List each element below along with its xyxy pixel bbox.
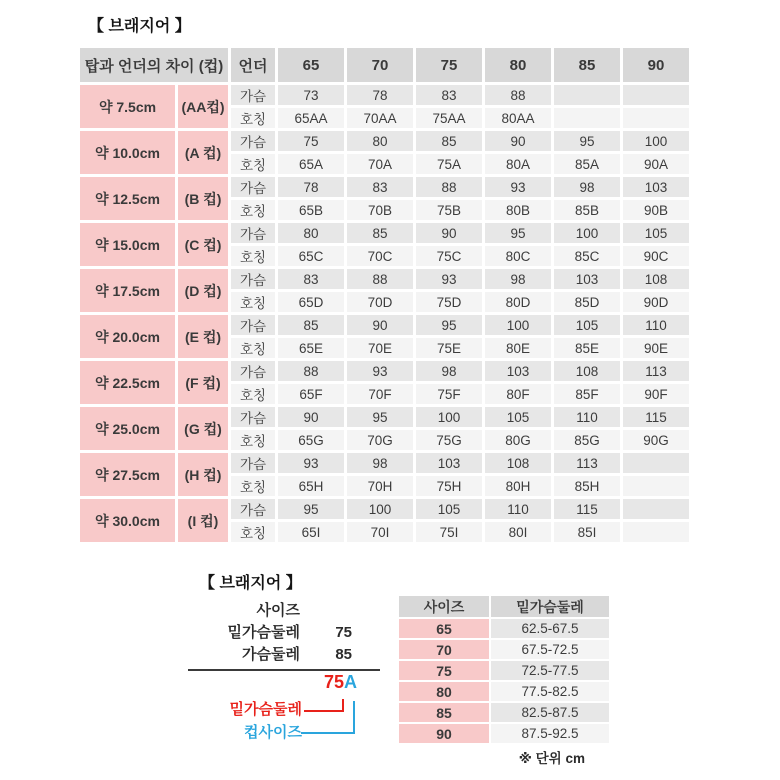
chest-row — [80, 131, 689, 151]
name-value-cell: 80AA — [485, 108, 551, 128]
name-value-cell: 90C — [623, 246, 689, 266]
chest-value-cell: 88 — [485, 85, 551, 105]
chest-value-cell: 108 — [485, 453, 551, 473]
band-size-cell: 80 — [399, 682, 489, 701]
band-range-cell: 77.5-82.5 — [491, 682, 609, 701]
chest-value-cell: 110 — [623, 315, 689, 335]
main-table-header-row — [80, 48, 689, 82]
result-band-number: 75 — [323, 672, 344, 692]
band-size-header: 65 — [278, 48, 344, 82]
cup-diff-cell: 약 12.5cm — [80, 177, 175, 220]
name-value-cell: 90B — [623, 200, 689, 220]
name-value-cell: 80C — [485, 246, 551, 266]
chest-value-cell: 93 — [416, 269, 482, 289]
cup-name-cell: (I 컵) — [178, 499, 228, 542]
chest-value-cell: 83 — [416, 85, 482, 105]
band-size-cell: 90 — [399, 724, 489, 743]
unit-note: ※ 단위 cm — [518, 751, 585, 766]
spec-size-header: 사이즈 — [256, 602, 300, 619]
spec-underbust-value: 75 — [335, 624, 352, 641]
chest-value-cell: 105 — [485, 407, 551, 427]
band-size-cell: 70 — [399, 640, 489, 659]
chest-row — [80, 499, 689, 519]
name-label-cell: 호칭 — [231, 154, 275, 174]
name-value-cell: 65G — [278, 430, 344, 450]
band-range-cell: 67.5-72.5 — [491, 640, 609, 659]
band-size-header: 80 — [485, 48, 551, 82]
cup-name-cell: (A 컵) — [178, 131, 228, 174]
chest-value-cell: 90 — [278, 407, 344, 427]
chest-label-cell: 가슴 — [231, 453, 275, 473]
name-value-cell: 80F — [485, 384, 551, 404]
name-value-cell: 75E — [416, 338, 482, 358]
band-size-header: 사이즈 — [399, 596, 489, 617]
name-value-cell: 80D — [485, 292, 551, 312]
example-size-result — [188, 671, 380, 693]
name-label-cell: 호칭 — [231, 430, 275, 450]
name-value-cell: 85A — [554, 154, 620, 174]
cup-size-table — [77, 45, 692, 545]
chest-value-cell: 110 — [554, 407, 620, 427]
chest-value-cell: 78 — [347, 85, 413, 105]
chest-label-cell: 가슴 — [231, 177, 275, 197]
cup-name-cell: (B 컵) — [178, 177, 228, 220]
name-value-cell: 80E — [485, 338, 551, 358]
band-size-header: 85 — [554, 48, 620, 82]
name-value-cell: 75C — [416, 246, 482, 266]
chest-value-cell: 100 — [554, 223, 620, 243]
band-size-header: 90 — [623, 48, 689, 82]
name-value-cell — [623, 476, 689, 496]
band-range-cell: 62.5-67.5 — [491, 619, 609, 638]
name-value-cell: 90D — [623, 292, 689, 312]
cup-diff-cell: 약 17.5cm — [80, 269, 175, 312]
chest-value-cell: 80 — [347, 131, 413, 151]
band-table-row — [399, 619, 609, 638]
chest-value-cell: 85 — [347, 223, 413, 243]
name-value-cell: 75I — [416, 522, 482, 542]
cup-name-cell: (E 컵) — [178, 315, 228, 358]
band-table-row — [399, 661, 609, 680]
result-cup-letter: A — [344, 672, 357, 692]
band-table-row — [399, 724, 609, 743]
chest-row — [80, 361, 689, 381]
chest-label-cell: 가슴 — [231, 499, 275, 519]
chest-value-cell: 98 — [347, 453, 413, 473]
cup-diff-cell: 약 22.5cm — [80, 361, 175, 404]
name-value-cell — [554, 108, 620, 128]
band-size-header: 75 — [416, 48, 482, 82]
chest-value-cell: 103 — [416, 453, 482, 473]
band-range-cell: 72.5-77.5 — [491, 661, 609, 680]
spec-bust-label: 가슴둘레 — [242, 646, 300, 663]
chest-row — [80, 315, 689, 335]
cup-name-cell: (H 컵) — [178, 453, 228, 496]
chest-value-cell: 95 — [554, 131, 620, 151]
name-label-cell: 호칭 — [231, 384, 275, 404]
band-size-cell: 75 — [399, 661, 489, 680]
spec-size-value — [300, 600, 380, 622]
name-value-cell: 70H — [347, 476, 413, 496]
name-value-cell: 85F — [554, 384, 620, 404]
chest-label-cell: 가슴 — [231, 223, 275, 243]
name-value-cell: 65A — [278, 154, 344, 174]
page-title-bottom: 【 브래지어 】 — [199, 575, 302, 592]
band-range-cell: 82.5-87.5 — [491, 703, 609, 722]
name-value-cell: 80H — [485, 476, 551, 496]
cupsize-legend-label: 컵사이즈 — [244, 724, 302, 741]
band-table-header-row — [399, 596, 609, 617]
name-value-cell: 75A — [416, 154, 482, 174]
cup-diff-cell: 약 25.0cm — [80, 407, 175, 450]
chest-value-cell: 93 — [485, 177, 551, 197]
chest-value-cell: 100 — [416, 407, 482, 427]
chest-value-cell: 100 — [485, 315, 551, 335]
chest-value-cell — [623, 85, 689, 105]
name-value-cell: 65I — [278, 522, 344, 542]
name-value-cell: 75G — [416, 430, 482, 450]
chest-value-cell: 98 — [416, 361, 482, 381]
spec-row-bust — [188, 644, 380, 666]
name-value-cell — [623, 522, 689, 542]
name-value-cell: 85B — [554, 200, 620, 220]
chest-value-cell: 95 — [347, 407, 413, 427]
cupsize-connector-line — [301, 701, 355, 734]
chest-row — [80, 407, 689, 427]
chest-value-cell: 78 — [278, 177, 344, 197]
band-range-cell: 87.5-92.5 — [491, 724, 609, 743]
chest-value-cell: 83 — [347, 177, 413, 197]
name-value-cell: 90G — [623, 430, 689, 450]
band-table-body — [399, 619, 609, 743]
cup-name-cell: (D 컵) — [178, 269, 228, 312]
name-value-cell: 65D — [278, 292, 344, 312]
name-value-cell: 65C — [278, 246, 344, 266]
chest-value-cell: 95 — [416, 315, 482, 335]
chest-value-cell: 110 — [485, 499, 551, 519]
name-value-cell: 70C — [347, 246, 413, 266]
chest-value-cell — [623, 453, 689, 473]
chest-value-cell: 90 — [485, 131, 551, 151]
name-label-cell: 호칭 — [231, 200, 275, 220]
spec-bust-value: 85 — [335, 646, 352, 663]
corner-header: 탑과 언더의 차이 (컵) — [80, 48, 228, 82]
chest-row — [80, 453, 689, 473]
chest-value-cell: 73 — [278, 85, 344, 105]
chest-row — [80, 177, 689, 197]
chest-value-cell: 95 — [278, 499, 344, 519]
cup-size-table-head — [80, 48, 689, 82]
cup-diff-cell: 약 15.0cm — [80, 223, 175, 266]
cup-diff-cell: 약 30.0cm — [80, 499, 175, 542]
chest-value-cell: 98 — [485, 269, 551, 289]
band-table-row — [399, 682, 609, 701]
name-label-cell: 호칭 — [231, 292, 275, 312]
name-value-cell: 65E — [278, 338, 344, 358]
name-value-cell: 70A — [347, 154, 413, 174]
underbust-legend-label: 밑가슴둘레 — [229, 701, 302, 718]
band-size-cell: 85 — [399, 703, 489, 722]
name-value-cell: 85I — [554, 522, 620, 542]
name-value-cell: 80I — [485, 522, 551, 542]
name-label-cell: 호칭 — [231, 108, 275, 128]
name-value-cell: 85C — [554, 246, 620, 266]
name-label-cell: 호칭 — [231, 246, 275, 266]
spec-row-underbust — [188, 622, 380, 644]
name-value-cell: 70I — [347, 522, 413, 542]
chest-label-cell: 가슴 — [231, 315, 275, 335]
cup-name-cell: (C 컵) — [178, 223, 228, 266]
example-spec-block — [188, 600, 380, 693]
chest-label-cell: 가슴 — [231, 85, 275, 105]
name-value-cell: 75AA — [416, 108, 482, 128]
chest-value-cell: 88 — [416, 177, 482, 197]
band-size-table — [397, 594, 611, 745]
chest-value-cell: 105 — [554, 315, 620, 335]
chest-value-cell: 88 — [347, 269, 413, 289]
name-value-cell: 65B — [278, 200, 344, 220]
under-header: 언더 — [231, 48, 275, 82]
chest-value-cell: 98 — [554, 177, 620, 197]
chest-value-cell: 90 — [416, 223, 482, 243]
name-value-cell: 90E — [623, 338, 689, 358]
chest-value-cell: 85 — [278, 315, 344, 335]
chest-value-cell: 108 — [554, 361, 620, 381]
name-value-cell: 75F — [416, 384, 482, 404]
name-value-cell: 90F — [623, 384, 689, 404]
chest-value-cell: 85 — [416, 131, 482, 151]
page-title-top: 【 브래지어 】 — [88, 18, 191, 35]
name-label-cell: 호칭 — [231, 338, 275, 358]
chest-value-cell: 103 — [554, 269, 620, 289]
name-value-cell: 85H — [554, 476, 620, 496]
name-value-cell: 70D — [347, 292, 413, 312]
chest-value-cell: 103 — [485, 361, 551, 381]
cup-size-table-body — [80, 85, 689, 542]
chest-row — [80, 223, 689, 243]
chest-label-cell: 가슴 — [231, 407, 275, 427]
chest-row — [80, 269, 689, 289]
name-value-cell: 65H — [278, 476, 344, 496]
chest-value-cell: 75 — [278, 131, 344, 151]
name-value-cell: 70B — [347, 200, 413, 220]
chest-value-cell: 113 — [554, 453, 620, 473]
chest-value-cell: 93 — [278, 453, 344, 473]
chest-value-cell: 95 — [485, 223, 551, 243]
chest-value-cell: 108 — [623, 269, 689, 289]
band-size-header: 70 — [347, 48, 413, 82]
cup-name-cell: (AA컵) — [178, 85, 228, 128]
band-table-row — [399, 703, 609, 722]
chest-row — [80, 85, 689, 105]
spec-underbust-label: 밑가슴둘레 — [227, 624, 300, 641]
name-value-cell: 85D — [554, 292, 620, 312]
name-value-cell — [623, 108, 689, 128]
name-value-cell: 70E — [347, 338, 413, 358]
chest-value-cell: 93 — [347, 361, 413, 381]
spec-row-size — [188, 600, 380, 622]
cup-diff-cell: 약 20.0cm — [80, 315, 175, 358]
chest-value-cell: 83 — [278, 269, 344, 289]
chest-value-cell: 80 — [278, 223, 344, 243]
cup-name-cell: (G 컵) — [178, 407, 228, 450]
chest-value-cell — [554, 85, 620, 105]
name-value-cell: 70F — [347, 384, 413, 404]
name-value-cell: 70G — [347, 430, 413, 450]
chest-value-cell: 105 — [623, 223, 689, 243]
band-size-cell: 65 — [399, 619, 489, 638]
name-value-cell: 80B — [485, 200, 551, 220]
name-value-cell: 75D — [416, 292, 482, 312]
name-value-cell: 80G — [485, 430, 551, 450]
chest-value-cell: 90 — [347, 315, 413, 335]
cup-diff-cell: 약 27.5cm — [80, 453, 175, 496]
name-value-cell: 90A — [623, 154, 689, 174]
name-label-cell: 호칭 — [231, 476, 275, 496]
chest-value-cell: 103 — [623, 177, 689, 197]
band-range-header: 밑가슴둘레 — [491, 596, 609, 617]
chest-label-cell: 가슴 — [231, 131, 275, 151]
name-value-cell: 75B — [416, 200, 482, 220]
chest-value-cell: 115 — [623, 407, 689, 427]
name-value-cell: 70AA — [347, 108, 413, 128]
chest-value-cell: 100 — [623, 131, 689, 151]
chest-value-cell: 100 — [347, 499, 413, 519]
chest-value-cell: 115 — [554, 499, 620, 519]
chest-label-cell: 가슴 — [231, 269, 275, 289]
cup-diff-cell: 약 7.5cm — [80, 85, 175, 128]
cup-diff-cell: 약 10.0cm — [80, 131, 175, 174]
chest-value-cell: 105 — [416, 499, 482, 519]
name-label-cell: 호칭 — [231, 522, 275, 542]
name-value-cell: 65AA — [278, 108, 344, 128]
name-value-cell: 80A — [485, 154, 551, 174]
name-value-cell: 85E — [554, 338, 620, 358]
name-value-cell: 65F — [278, 384, 344, 404]
name-value-cell: 85G — [554, 430, 620, 450]
cup-name-cell: (F 컵) — [178, 361, 228, 404]
chest-label-cell: 가슴 — [231, 361, 275, 381]
name-value-cell: 75H — [416, 476, 482, 496]
chest-value-cell: 88 — [278, 361, 344, 381]
chest-value-cell — [623, 499, 689, 519]
chest-value-cell: 113 — [623, 361, 689, 381]
band-table-row — [399, 640, 609, 659]
